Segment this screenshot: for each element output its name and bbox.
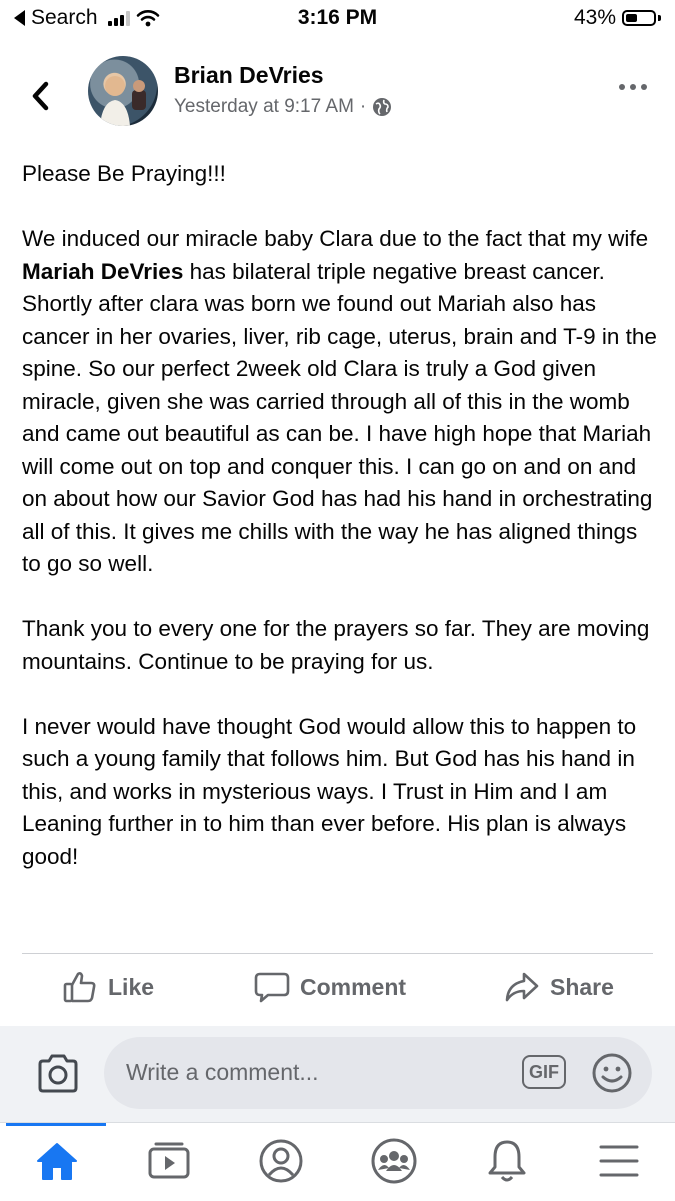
meta-separator: · — [359, 96, 367, 117]
like-label: Like — [108, 973, 155, 1000]
status-time: 3:16 PM — [297, 6, 378, 29]
like-button[interactable] — [62, 970, 154, 1004]
groups-icon — [370, 1137, 418, 1185]
bottom-tab-bar — [0, 1122, 675, 1201]
globe-icon — [372, 97, 392, 117]
camera-icon[interactable] — [34, 1050, 82, 1098]
post-text — [22, 158, 662, 906]
active-tab-indicator — [6, 1123, 106, 1126]
tab-home[interactable] — [31, 1135, 83, 1187]
author-avatar[interactable] — [88, 56, 158, 126]
share-button[interactable] — [504, 970, 614, 1004]
tab-profile[interactable] — [255, 1135, 307, 1187]
post-meta — [174, 96, 392, 118]
post-timestamp[interactable]: Yesterday at 9:17 AM — [174, 96, 354, 117]
share-label: Share — [550, 973, 614, 1000]
back-chevron-icon[interactable] — [26, 76, 60, 116]
more-dot — [630, 84, 636, 90]
p1-text-end: has bilateral triple negative breast cancer. Shortly after clara was born we found out Mariah also has cancer in her ovaries, liver, rib cage, uterus, brain and T-9 in the spine. So our perfect 2week old Clara is truly a God given miracle, given she was carried through all of this in the womb and came out beautiful as can be. I have high hope that Mariah will come out on top and conquer this. I can go on and on and on about how our Savior God has had his hand in orchestrating all of this. It gives me chills with the way he has aligned things to go so well. — [22, 258, 657, 576]
post-actions — [0, 958, 675, 1022]
emoji-icon[interactable] — [590, 1051, 634, 1095]
comment-label: Comment — [300, 973, 407, 1000]
post-paragraph-1 — [22, 223, 662, 581]
post-header — [0, 50, 675, 140]
tab-watch[interactable] — [143, 1135, 195, 1187]
profile-icon — [257, 1137, 305, 1185]
battery-level — [626, 14, 637, 22]
battery-icon — [622, 10, 656, 26]
p1-text-start: We induced our miracle baby Clara due to the fact that my wife — [22, 226, 649, 251]
thumbs-up-icon — [62, 970, 98, 1004]
comment-placeholder[interactable]: Write a comment... — [126, 1059, 319, 1085]
more-dot — [619, 84, 625, 90]
actions-top-divider — [22, 953, 653, 954]
battery-nub — [658, 15, 661, 21]
menu-icon — [597, 1141, 641, 1181]
tagged-person-link[interactable]: Mariah DeVries — [22, 258, 184, 284]
author-name[interactable]: Brian DeVries — [174, 62, 324, 88]
post-paragraph-2: Thank you to every one for the prayers so far. They are moving mountains. Continue to be praying for us. — [22, 616, 650, 674]
watch-icon — [146, 1141, 192, 1181]
home-icon — [34, 1139, 80, 1183]
post-paragraph-title: Please Be Praying!!! — [22, 161, 226, 186]
avatar-photo — [88, 56, 158, 126]
battery-status — [574, 6, 661, 30]
notifications-icon — [485, 1137, 529, 1185]
back-to-search-label: Search — [31, 6, 98, 29]
comment-input-box[interactable] — [104, 1037, 652, 1109]
comment-button[interactable] — [254, 970, 406, 1004]
more-options-icon[interactable] — [619, 84, 647, 90]
comment-bubble-icon — [254, 970, 290, 1004]
status-bar — [0, 0, 675, 38]
tab-menu[interactable] — [593, 1135, 645, 1187]
gif-button[interactable]: GIF — [522, 1055, 566, 1089]
battery-percent: 43% — [573, 6, 616, 29]
post-paragraph-3: I never would have thought God would allow this to happen to such a young family that follows him. But God has his hand in this, and works in mysterious ways. I Trust in Him and I am Leaning further in to him than ever before. His plan is always good! — [22, 713, 637, 869]
more-dot — [641, 84, 647, 90]
share-arrow-icon — [504, 970, 540, 1004]
tab-notifications[interactable] — [481, 1135, 533, 1187]
tab-groups[interactable] — [368, 1135, 420, 1187]
